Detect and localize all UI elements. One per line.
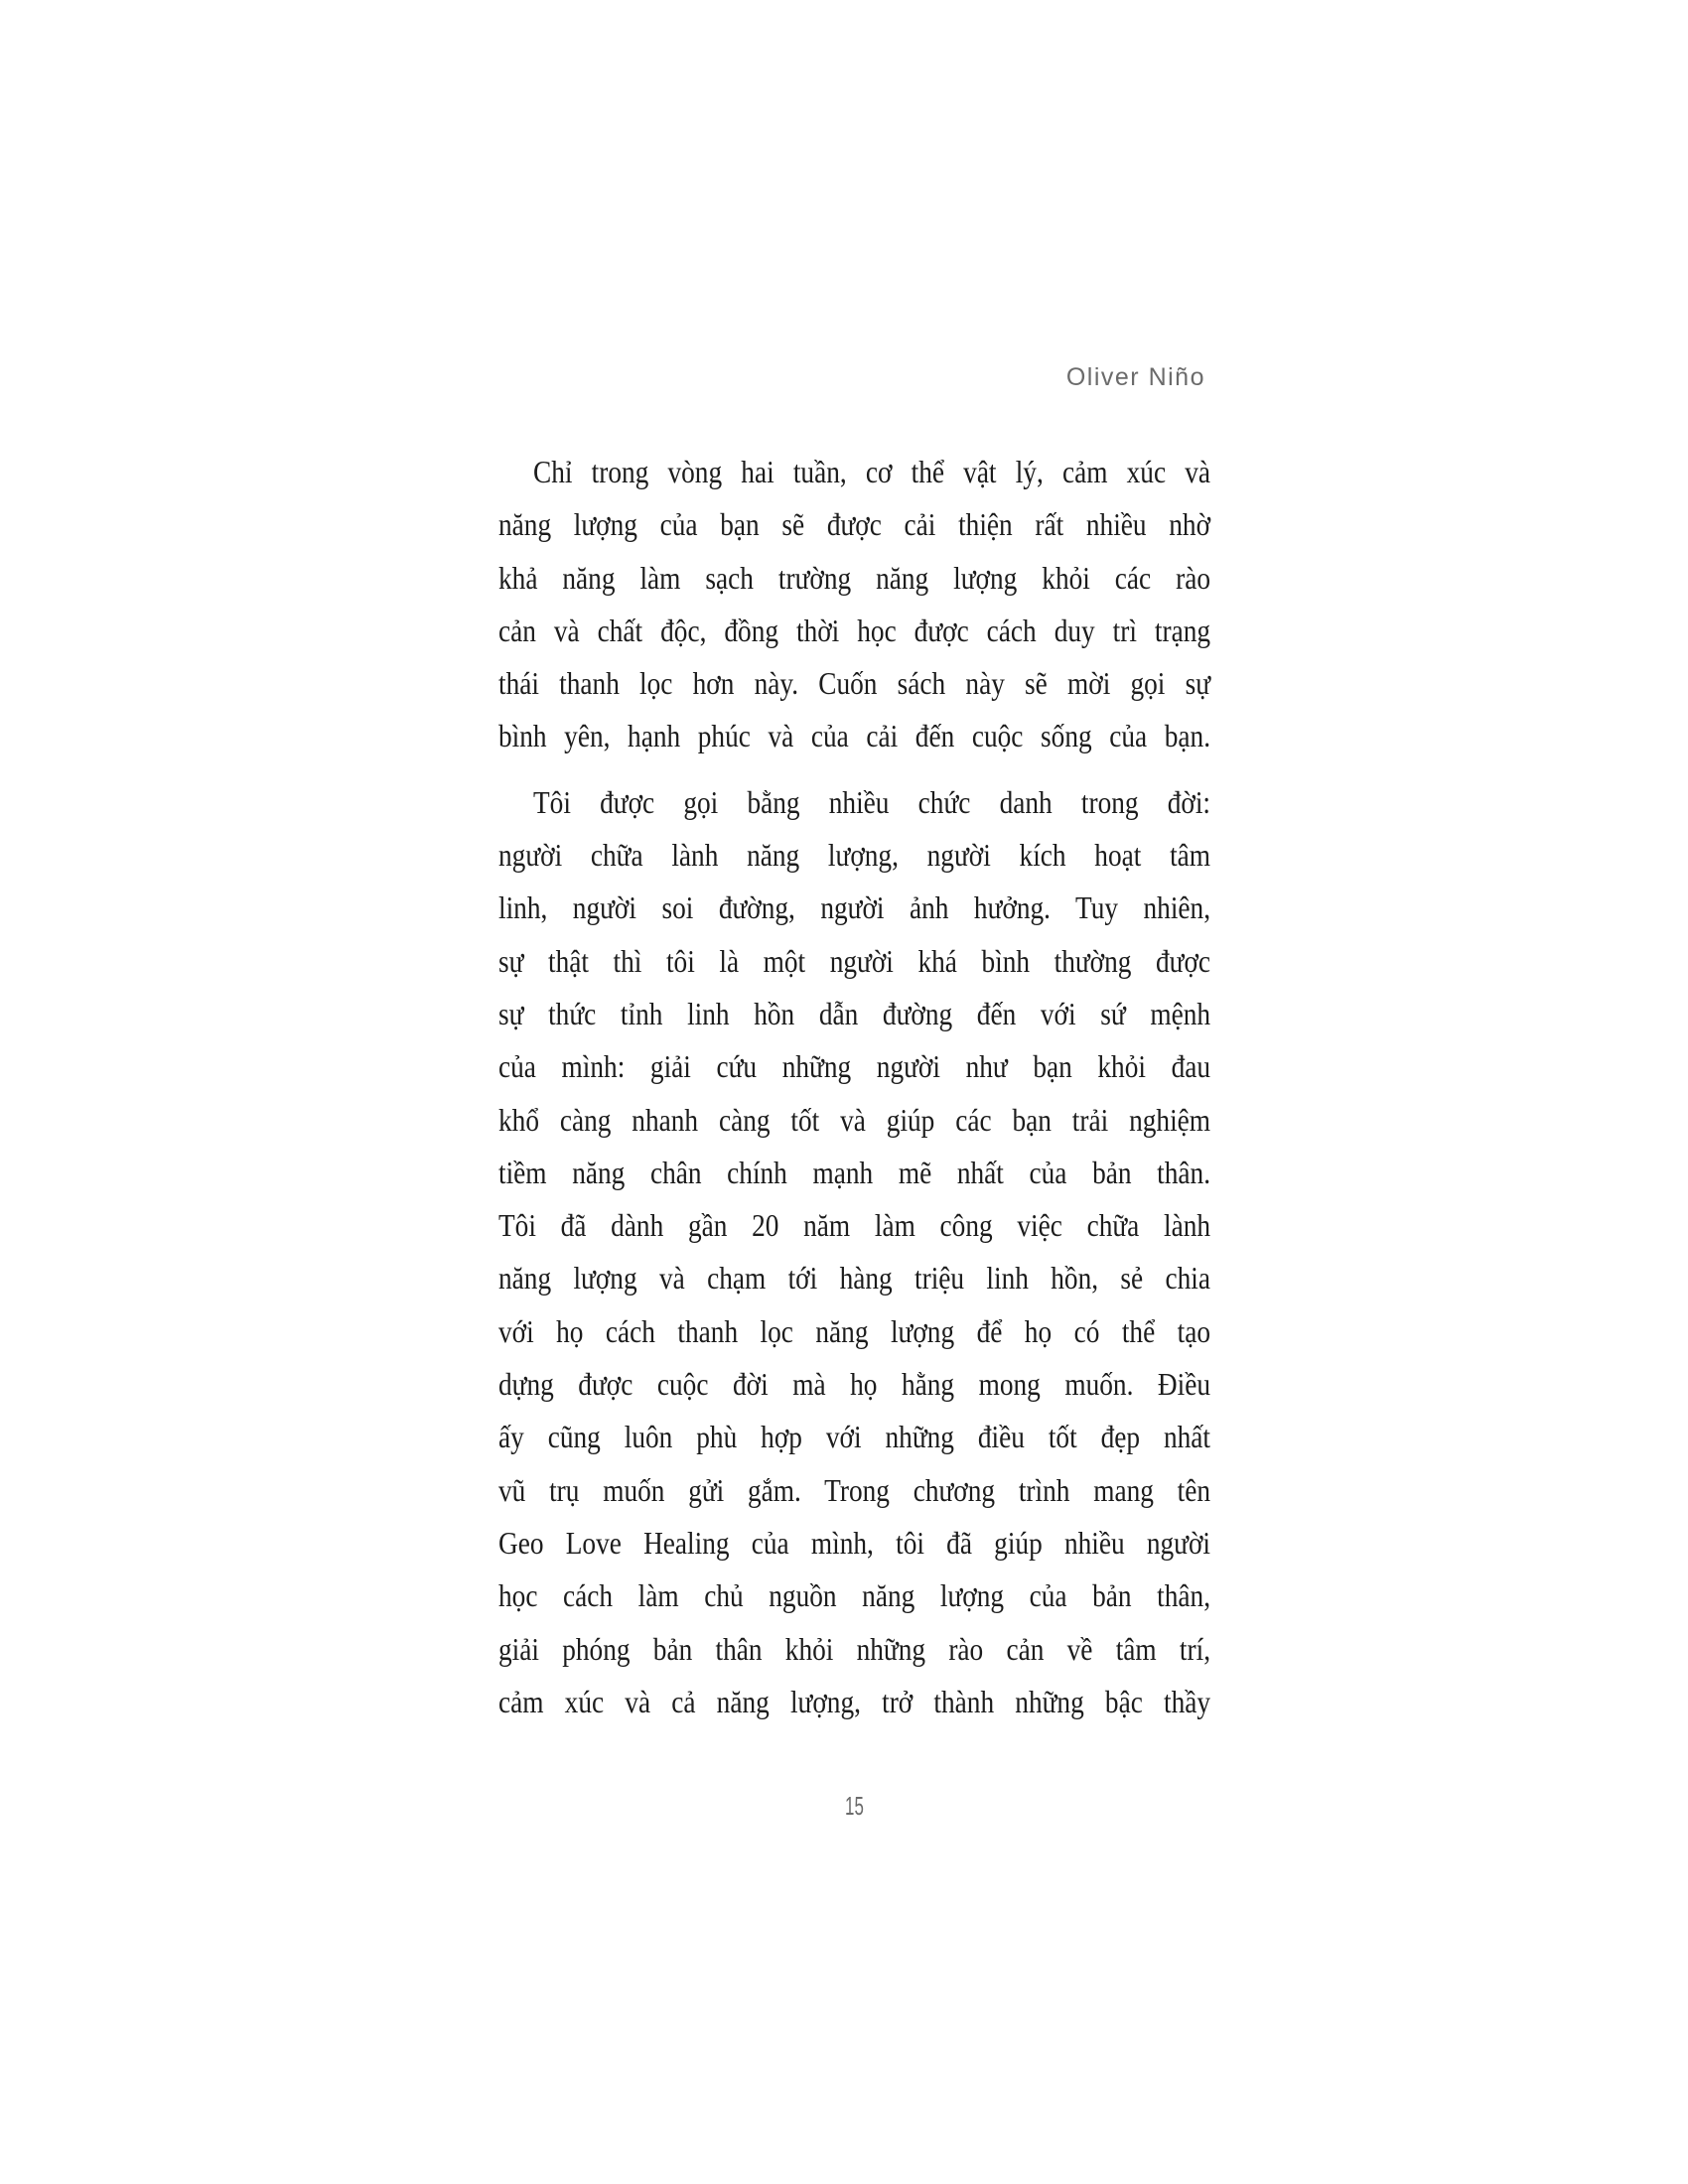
text-line: vũ trụ muốn gửi gắm. Trong chương trình mang tên [498, 1471, 1211, 1508]
text-line: khả năng làm sạch trường năng lượng khỏi các rào [498, 559, 1211, 596]
page-number [498, 1793, 1210, 1819]
text-line: của mình: giải cứu những người như bạn khỏi đau [498, 1048, 1211, 1085]
text-line: với họ cách thanh lọc năng lượng để họ có thể tạo [498, 1312, 1211, 1349]
text-line: dựng được cuộc đời mà họ hằng mong muốn. Điều [498, 1366, 1211, 1403]
text-line: người chữa lành năng lượng, người kích hoạt tâm [498, 837, 1211, 874]
text-line: linh, người soi đường, người ảnh hưởng. Tuy nhiên, [498, 889, 1211, 926]
text-line: sự thật thì tôi là một người khá bình thường được [498, 942, 1211, 979]
text-line: năng lượng của bạn sẽ được cải thiện rất nhiều nhờ [498, 506, 1211, 543]
text-line: bình yên, hạnh phúc và của cải đến cuộc sống của bạn. [498, 718, 1211, 754]
text-line: Tôi đã dành gần 20 năm làm công việc chữa lành [498, 1207, 1211, 1244]
text-line: Geo Love Healing của mình, tôi đã giúp nhiều người [498, 1524, 1211, 1561]
text-line: giải phóng bản thân khỏi những rào cản về tâm trí, [498, 1630, 1211, 1667]
body-text [498, 446, 1210, 1741]
running-header-author: Oliver Niño [1065, 363, 1205, 391]
text-line: sự thức tỉnh linh hồn dẫn đường đến với sứ mệnh [498, 995, 1211, 1031]
text-line: Chỉ trong vòng hai tuần, cơ thể vật lý, cảm xúc và [532, 454, 1211, 489]
paragraph [498, 776, 1210, 1728]
text-line: ấy cũng luôn phù hợp với những điều tốt đẹp nhất [498, 1419, 1211, 1455]
text-line: thái thanh lọc hơn này. Cuốn sách này sẽ mời gọi sự [498, 665, 1211, 702]
text-line: khổ càng nhanh càng tốt và giúp các bạn trải nghiệm [498, 1101, 1211, 1138]
text-line: Tôi được gọi bằng nhiều chức danh trong đời: [532, 783, 1211, 820]
page-number-value: 15 [845, 1791, 864, 1821]
paragraph [498, 446, 1210, 763]
text-line: học cách làm chủ nguồn năng lượng của bản thân, [498, 1577, 1211, 1614]
text-line: cản và chất độc, đồng thời học được cách duy trì trạng [498, 612, 1211, 648]
text-line: năng lượng và chạm tới hàng triệu linh hồn, sẻ chia [498, 1260, 1211, 1297]
text-line: tiềm năng chân chính mạnh mẽ nhất của bản thân. [498, 1154, 1211, 1190]
text-line: cảm xúc và cả năng lượng, trở thành những bậc thầy [498, 1683, 1211, 1719]
